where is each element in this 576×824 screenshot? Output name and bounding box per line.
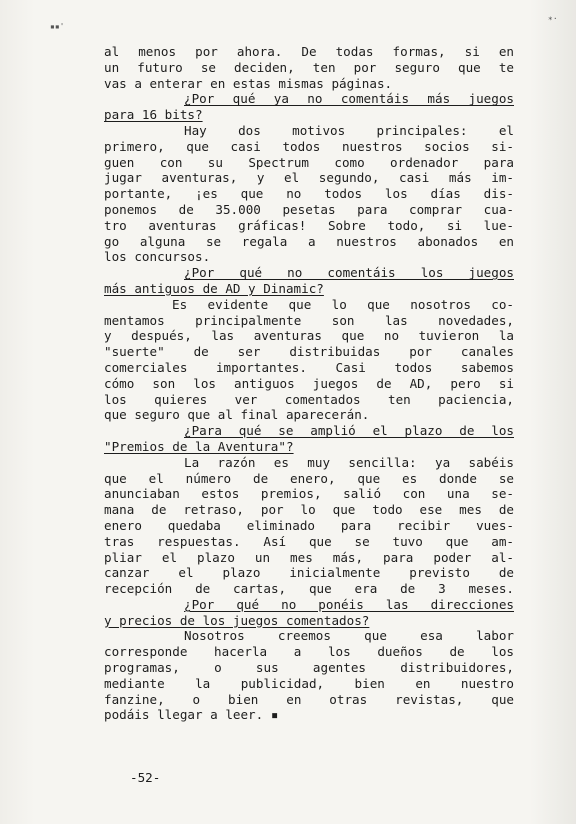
text-line: anunciaban estos premios, salió con una se- [104,486,514,502]
text-line: al menos por ahora. De todas formas, si en [104,44,514,59]
text-line: go alguna se regala a nuestros abonados en [104,233,514,249]
text-line: que seguro que al final aparecerán. [104,407,370,423]
text-line: enero quedaba eliminado para recibir vues- [104,517,514,533]
text-line: pliar el plazo un mes más, para poder al- [104,549,514,565]
text-line: cómo son los antiguos juegos de AD, pero si [104,375,514,391]
corner-mark-right: ∗· [548,14,558,23]
text-line: un futuro se deciden, ten por seguro que te [104,59,514,75]
text-line: guen con su Spectrum como ordenador para [104,154,514,170]
question-line: ¿Por qué ya no comentáis más juegos [184,91,514,107]
text-line: fanzine, o bien en otras revistas, que [104,691,514,707]
text-line: los concursos. [104,249,211,265]
page-number: -52- [130,770,161,785]
text-line: Es evidente que lo que nosotros co- [172,296,514,312]
text-line: La razón es muy sencilla: ya sabéis [184,454,514,470]
text-line: primero, que casi todos nuestros socios si- [104,138,514,154]
text-line: ponemos de 35.000 pesetas para comprar cua- [104,201,514,217]
text-column [104,44,514,723]
text-line: que el número de enero, que es donde se [104,470,514,486]
text-line: mediante la publicidad, bien en nuestro [104,675,514,691]
text-line: portante, ¡es que no todos los días dis- [104,186,514,202]
text-line: comerciales importantes. Casi todos sabemos [104,359,514,375]
text-line: mentamos principalmente son las novedades, [104,312,514,328]
text-line: mana de retraso, por lo que todo ese mes de [104,502,514,518]
text-line: Hay dos motivos principales: el [184,122,514,138]
text-line: Nosotros creemos que esa labor [184,628,514,644]
corner-mark-left: ▪▪' [50,22,65,31]
text-line: jugar aventuras, y el segundo, casi más im- [104,170,514,186]
text-line: podáis llegar a leer. ▪ [104,707,279,723]
text-line: corresponde hacerla a los dueños de los [104,644,514,660]
question-line: y precios de los juegos comentados? [104,612,370,628]
text-line: canzar el plazo inicialmente previsto de [104,565,514,581]
question-line: ¿Por qué no ponéis las direcciones [184,596,514,612]
text-line: "suerte" de ser distribuidas por canales [104,344,514,360]
text-line: programas, o sus agentes distribuidores, [104,660,514,676]
text-line: tro aventuras gráficas! Sobre todo, si lue- [104,217,514,233]
question-line: más antiguos de AD y Dinamic? [104,280,324,296]
text-line: recepción de cartas, que era de 3 meses. [104,581,514,597]
text-line: vas a enterar en estas mismas páginas. [104,75,393,91]
question-line: "Premios de la Aventura"? [104,438,294,454]
question-line: para 16 bits? [104,107,203,123]
question-line: ¿Para qué se amplió el plazo de los [184,423,514,439]
text-line: tras respuestas. Así que se tuvo que am- [104,533,514,549]
text-line: y después, las aventuras que no tuvieron la [104,328,514,344]
question-line: ¿Por qué no comentáis los juegos [184,265,514,281]
text-line: los quieres ver comentados ten paciencia, [104,391,514,407]
